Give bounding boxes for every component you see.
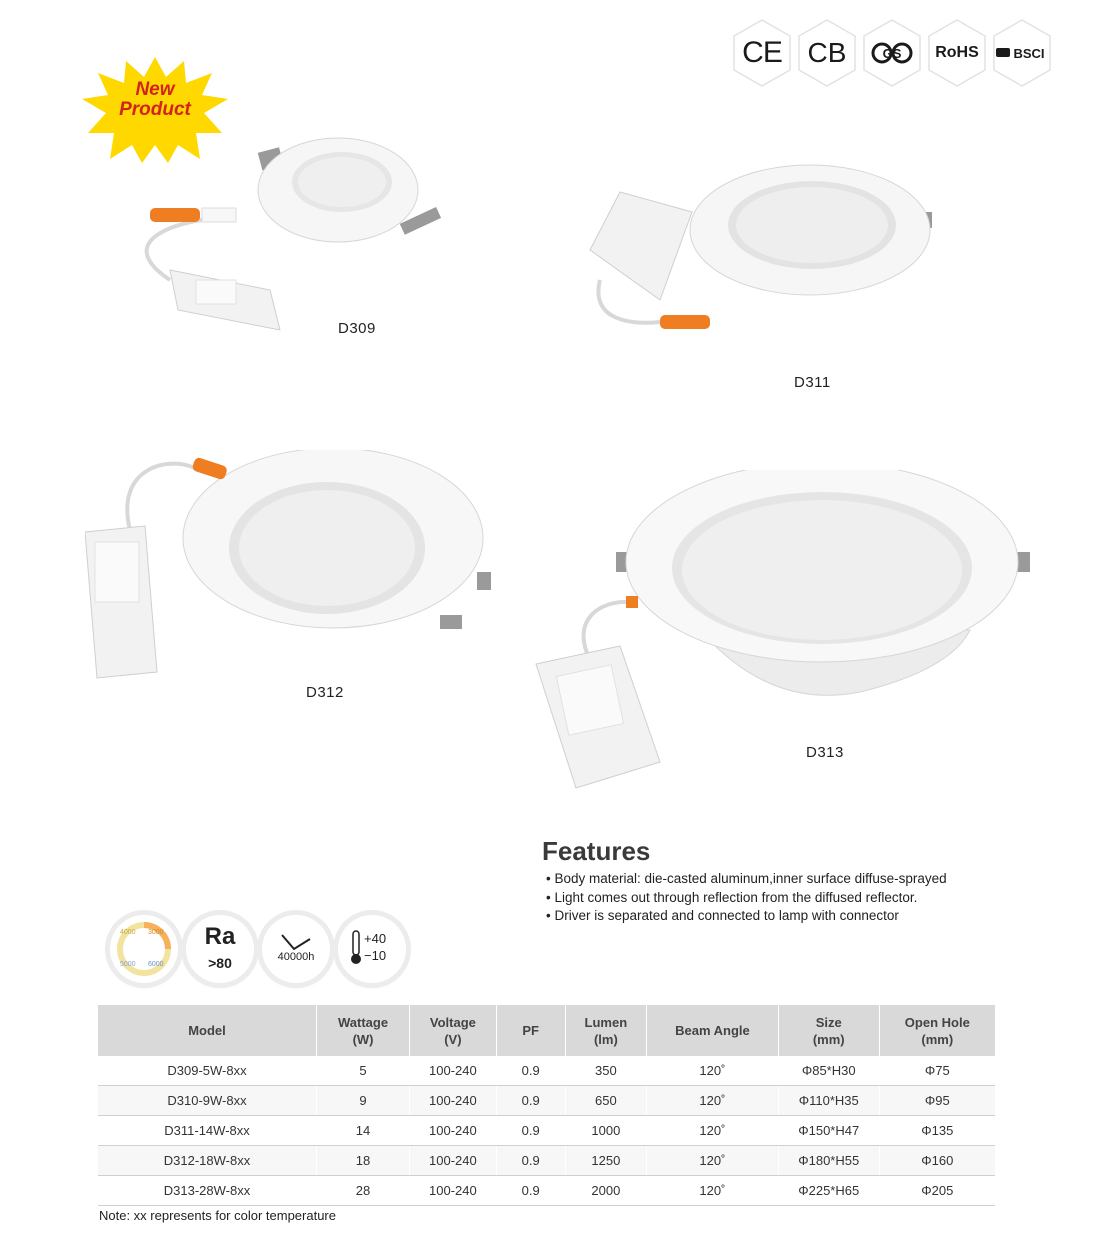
cct-icon	[110, 915, 178, 983]
gs-certification-icon: GS	[862, 18, 922, 88]
cb-certification-icon: CB	[797, 18, 857, 88]
rohs-certification-icon: RoHS	[927, 18, 987, 88]
ce-certification-icon: CE	[732, 18, 792, 88]
table-row: D310-9W-8xx 9 100-240 0.9 650 120˚ Φ110*H35 Φ95	[98, 1086, 995, 1116]
spec-table	[98, 1005, 995, 1206]
feature-item: • Body material: die-casted aluminum,inner surface diffuse-sprayed	[546, 870, 947, 889]
col-header-size: Size (mm)	[778, 1005, 879, 1056]
bsci-certification-icon: BSCI	[992, 18, 1052, 88]
product-label-d309: D309	[338, 320, 376, 337]
cct-value: 6000	[148, 961, 164, 968]
lifetime-icon: 40000h	[262, 915, 330, 983]
table-row: D309-5W-8xx 5 100-240 0.9 350 120˚ Φ85*H30 Φ75	[98, 1056, 995, 1086]
product-image-d311	[580, 150, 960, 340]
product-label-d313: D313	[806, 744, 844, 761]
product-image-d313	[530, 470, 1050, 810]
temperature-icon: +40 −10	[338, 915, 406, 983]
cct-value: 4000	[120, 929, 136, 936]
feature-item: • Driver is separated and connected to lamp with connector	[546, 907, 947, 926]
col-header-model: Model	[98, 1005, 317, 1056]
table-row: D312-18W-8xx 18 100-240 0.9 1250 120˚ Φ180*H55 Φ160	[98, 1146, 995, 1176]
footnote: Note: xx represents for color temperature	[99, 1208, 336, 1223]
product-image-d309	[120, 130, 460, 340]
features-list	[546, 870, 947, 926]
col-header-beam-angle: Beam Angle	[647, 1005, 779, 1056]
product-label-d311: D311	[794, 374, 831, 391]
table-row: D313-28W-8xx 28 100-240 0.9 2000 120˚ Φ225*H65 Φ205	[98, 1176, 995, 1206]
col-header-open-hole: Open Hole (mm)	[879, 1005, 995, 1056]
table-row: D311-14W-8xx 14 100-240 0.9 1000 120˚ Φ150*H47 Φ135	[98, 1116, 995, 1146]
product-image-d312	[85, 450, 505, 690]
cri-icon: Ra >80	[186, 915, 254, 983]
product-label-d312: D312	[306, 684, 344, 701]
col-header-voltage: Voltage (V)	[410, 1005, 497, 1056]
feature-item: • Light comes out through reflection from the diffused reflector.	[546, 889, 947, 908]
cct-value: 5000	[120, 961, 136, 968]
new-product-label: New Product	[119, 79, 191, 120]
cct-value: 3000	[148, 929, 164, 936]
col-header-lumen: Lumen (lm)	[565, 1005, 646, 1056]
features-title: Features	[542, 836, 651, 866]
col-header-wattage: Wattage (W)	[317, 1005, 410, 1056]
col-header-pf: PF	[496, 1005, 565, 1056]
table-header-row	[98, 1005, 995, 1056]
